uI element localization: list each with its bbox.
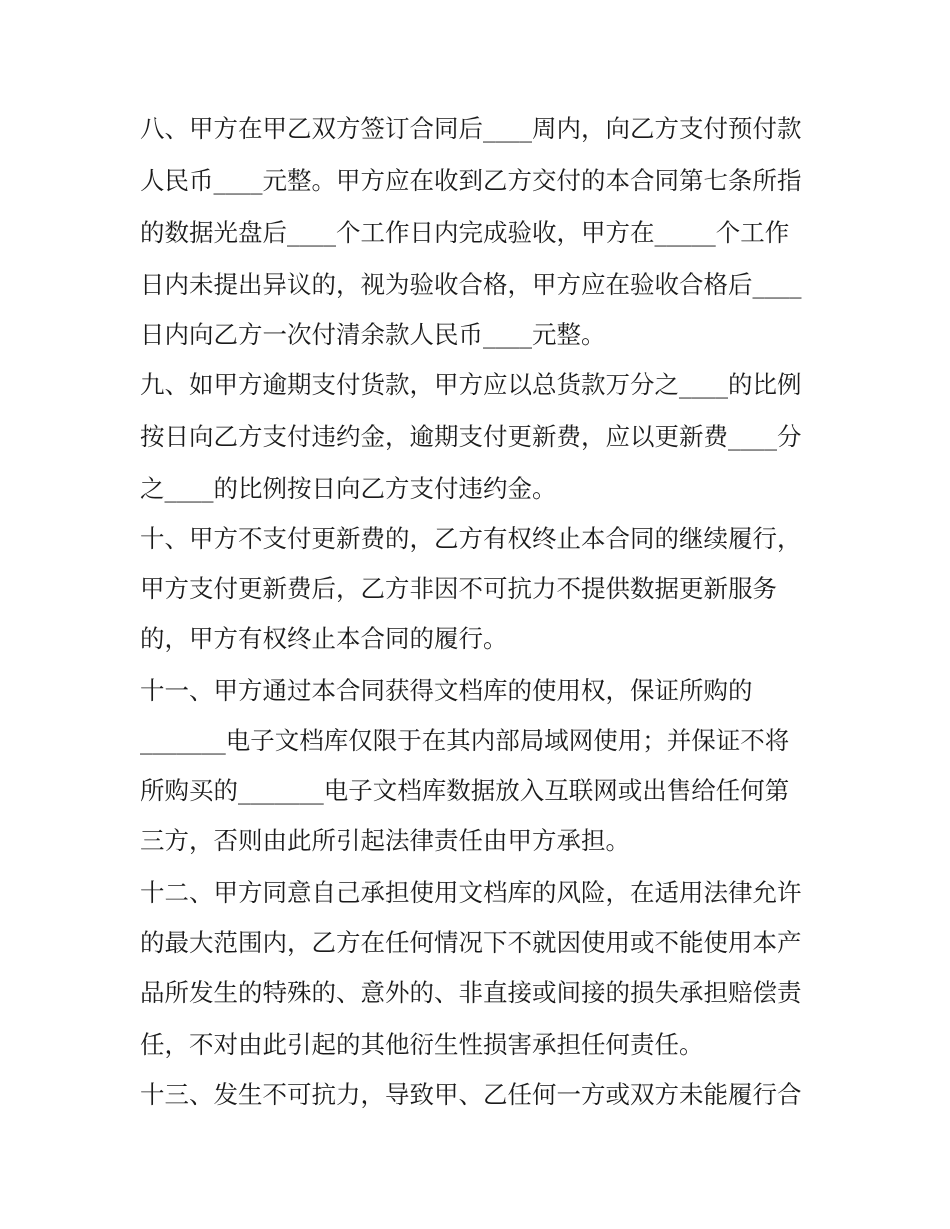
clause-11-line-2: _______电子文档库仅限于在其内部局域网使用；并保证不将 (140, 726, 790, 755)
clause-9-line-2: 按日向乙方支付违约金，逾期支付更新费，应以更新费____分 (140, 422, 802, 451)
clause-10-line-2: 甲方支付更新费后，乙方非因不可抗力不提供数据更新服务 (140, 574, 777, 603)
clause-9-line-3: 之____的比例按日向乙方支付违约金。 (140, 474, 557, 503)
clause-10-line-3: 的，甲方有权终止本合同的履行。 (140, 624, 508, 653)
clause-11-line-1: 十一、甲方通过本合同获得文档库的使用权，保证所购的 (140, 676, 753, 705)
clause-11-line-4: 三方，否则由此所引起法律责任由甲方承担。 (140, 826, 630, 855)
clause-12-line-1: 十二、甲方同意自己承担使用文档库的风险，在适用法律允许 (140, 878, 802, 907)
clause-8-line-2: 人民币____元整。甲方应在收到乙方交付的本合同第七条所指 (140, 166, 802, 195)
clause-9-line-1: 九、如甲方逾期支付货款，甲方应以总货款万分之____的比例 (140, 370, 802, 399)
clause-8-line-3: 的数据光盘后____个工作日内完成验收，甲方在_____个工作 (140, 218, 790, 247)
clause-12-line-3: 品所发生的特殊的、意外的、非直接或间接的损失承担赔偿责 (140, 978, 802, 1007)
clause-8-line-5: 日内向乙方一次付清余款人民币____元整。 (140, 320, 606, 349)
clause-11-line-3: 所购买的_______电子文档库数据放入互联网或出售给任何第 (140, 776, 790, 805)
clause-8-line-1: 八、甲方在甲乙双方签订合同后____周内，向乙方支付预付款 (140, 114, 802, 143)
clause-10-line-1: 十、甲方不支付更新费的，乙方有权终止本合同的继续履行， (140, 524, 802, 553)
clause-12-line-4: 任，不对由此引起的其他衍生性损害承担任何责任。 (140, 1030, 704, 1059)
clause-8-line-4: 日内未提出异议的，视为验收合格，甲方应在验收合格后____ (140, 270, 802, 299)
clause-13-line-1: 十三、发生不可抗力，导致甲、乙任何一方或双方未能履行合 (140, 1080, 802, 1109)
clause-12-line-2: 的最大范围内，乙方在任何情况下不就因使用或不能使用本产 (140, 928, 802, 957)
